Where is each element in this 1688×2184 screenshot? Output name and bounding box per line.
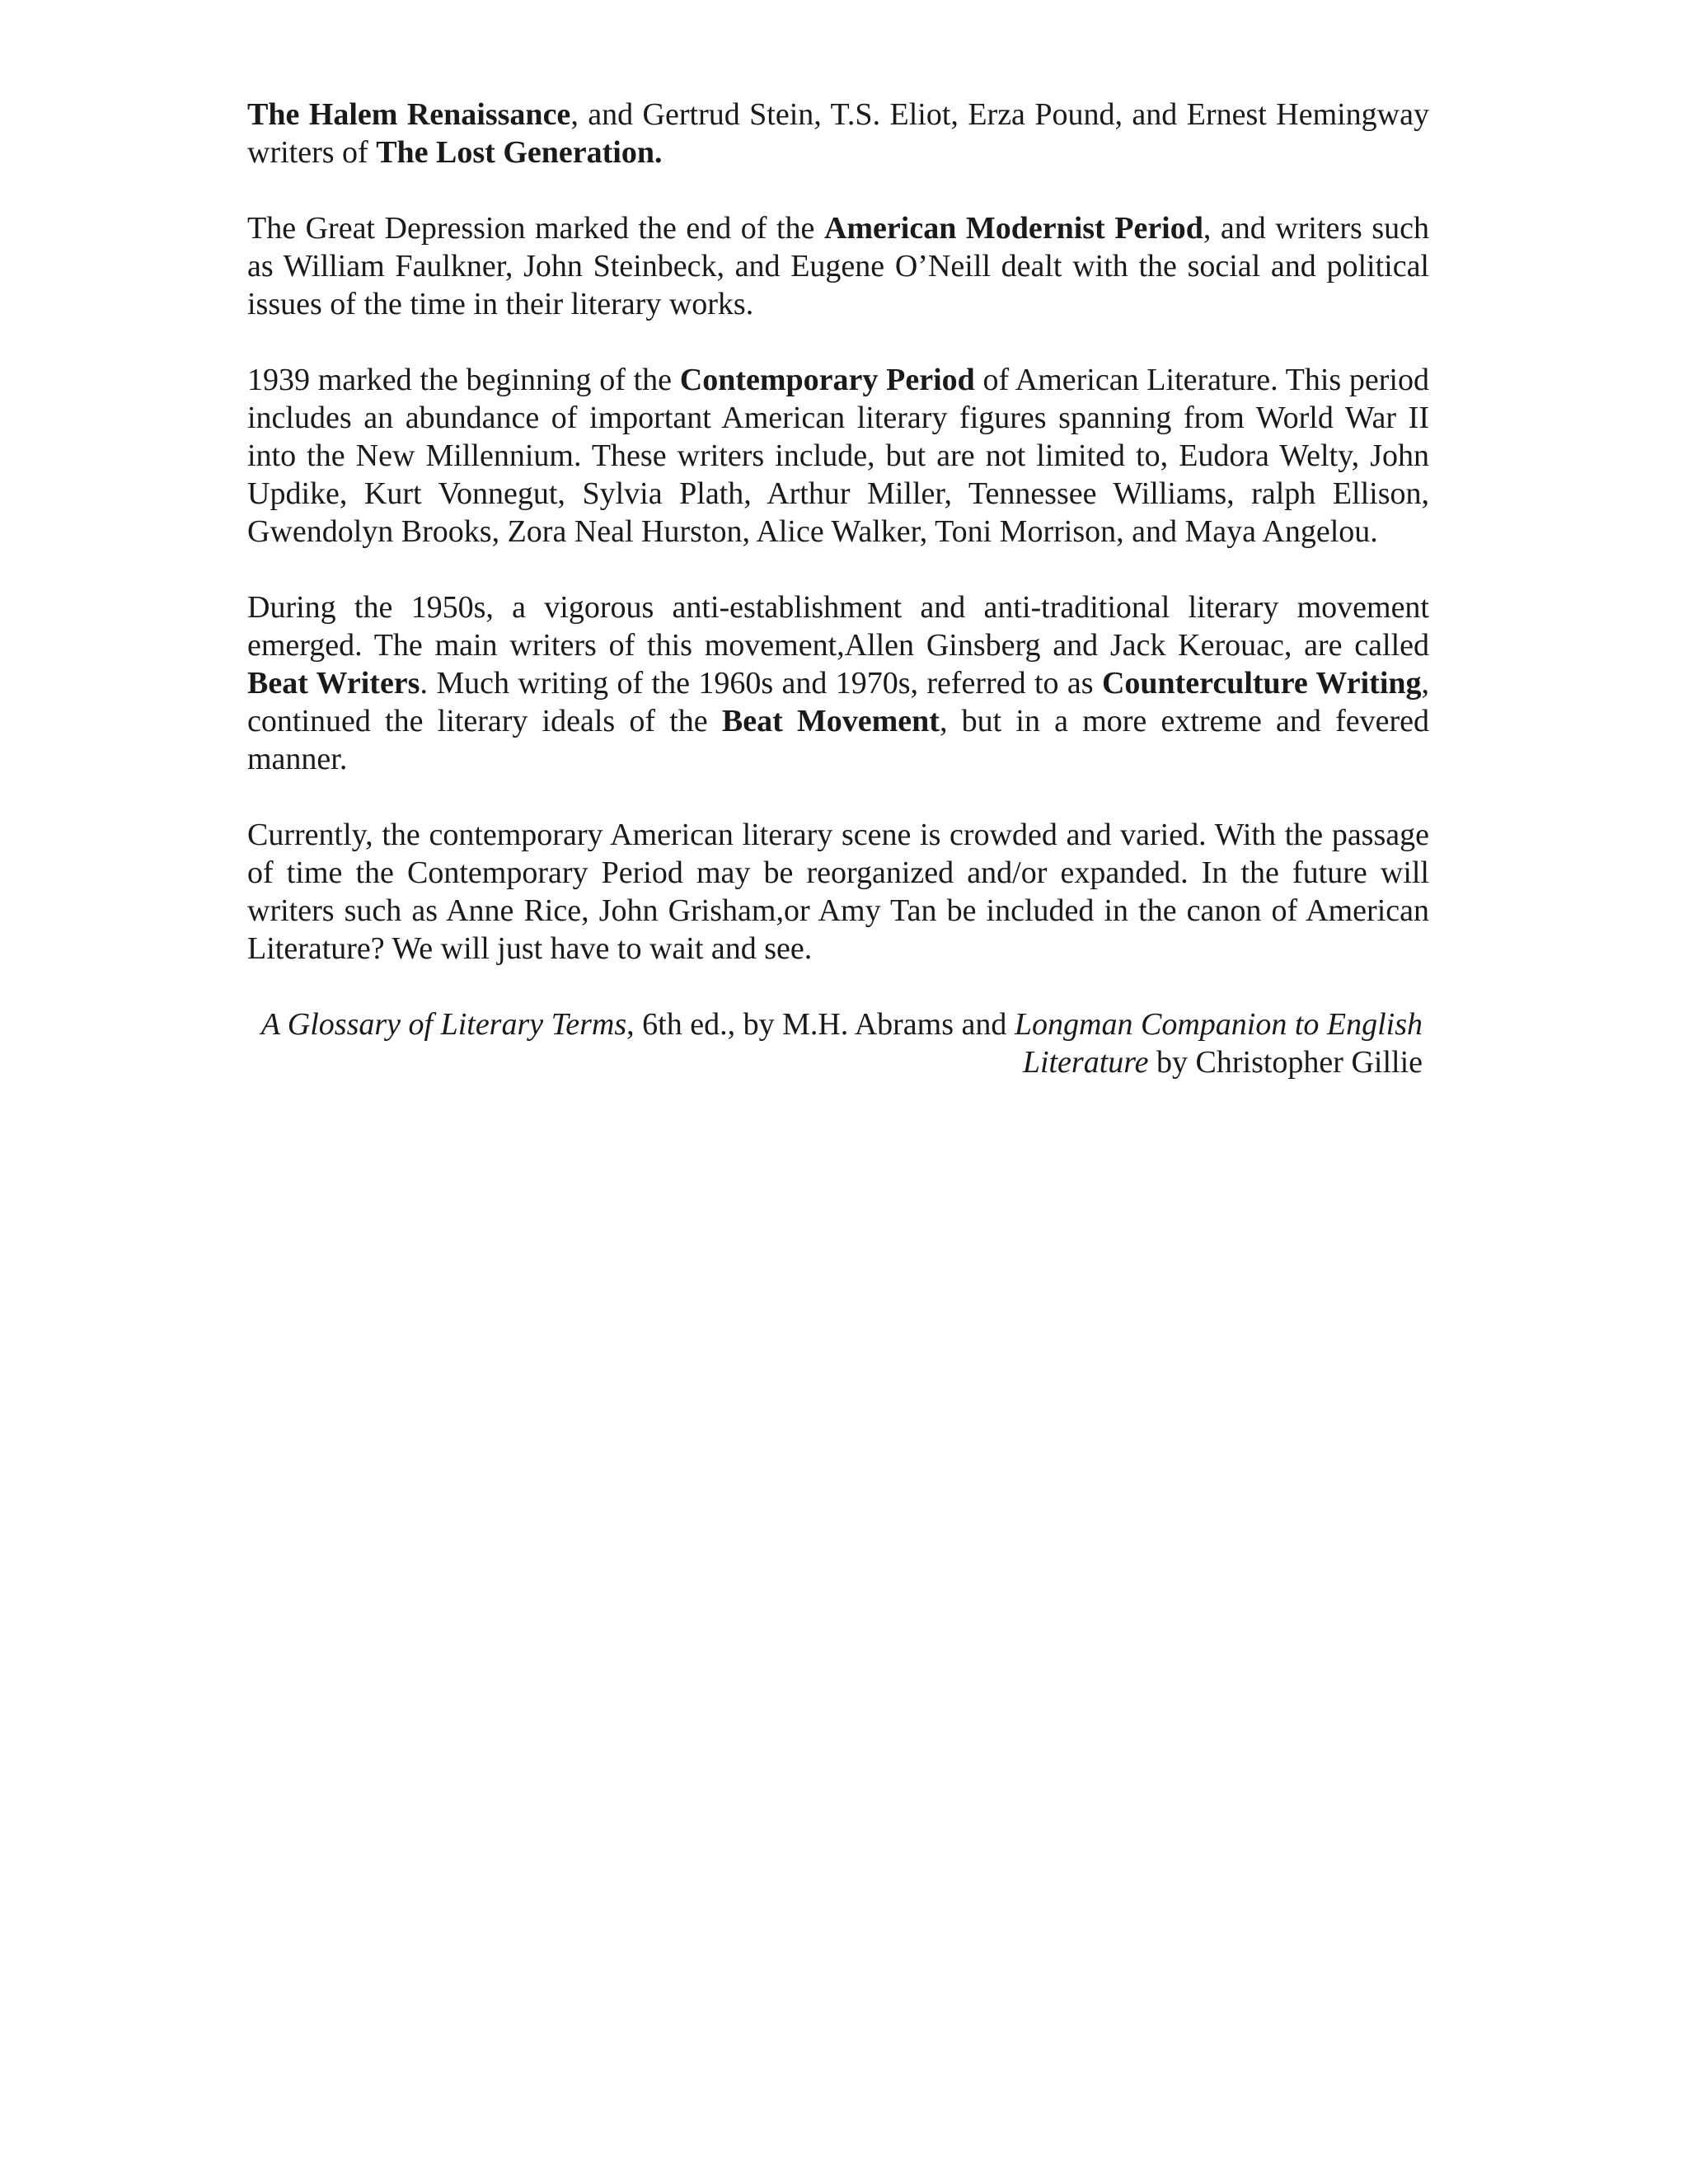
paragraph-text: , but in a more extreme and fevered manner. [247,704,1430,776]
bold-term-lost-generation: The Lost Generation. [376,135,663,170]
paragraph-text: During the 1950s, a vigorous anti-establishment and anti-traditional literary movement emerged. The main writers of this movement,Allen Ginsberg and Jack Kerouac, are called [247,590,1429,663]
bold-term-counterculture-writing: Counterculture Writing [1101,666,1422,701]
paragraph-text: of American Literature. This period includes an abundance of important American literary figures spanning from World War II into the New Millennium. These writers include, but are not limited to, Eudora Welty, John Updike, Kurt Vonnegut, Sylvia Plath, Arthur Miller, Tennessee Williams, ralph Ellison, Gwendolyn Brooks, Zora Neal Hurston, Alice Walker, Toni Morrison, and Maya Angelou. [247,363,1429,549]
paragraph-text: 1939 marked the beginning of the [247,363,680,397]
paragraph-text: . Much writing of the 1960s and 1970s, referred to as [420,666,1102,701]
paragraph-contemporary-period [247,361,1429,551]
paragraph-text: , and Gertrud Stein, T.S. Eliot, Erza Pound, and Ernest Hemingway writers of [247,97,1429,170]
bold-term-contemporary-period: Contemporary Period [679,363,975,397]
citation-title-glossary: A Glossary of Literary Terms [260,1007,627,1042]
citation-text: , 6th ed., by M.H. Abrams and [626,1007,1015,1042]
bold-term-halem-renaissance: The Halem Renaissance [247,97,571,132]
paragraph-beat-movement [247,588,1429,778]
citation-text: by Christopher Gillie [1148,1045,1423,1080]
citation [247,1005,1429,1081]
paragraph-text: , continued the literary ideals of the [247,666,1430,738]
citation-title-longman: Longman Companion to English Literature [1014,1007,1423,1080]
paragraph-lost-generation [247,96,1429,171]
paragraph-current-scene [247,816,1429,968]
paragraph-modernist-period [247,209,1429,323]
document-body [247,96,1429,1081]
paragraph-text: , and writers such as William Faulkner, John Steinbeck, and Eugene O’Neill dealt with the social and political issues of the time in their literary works. [247,211,1429,321]
bold-term-beat-movement: Beat Movement [721,704,940,738]
paragraph-text: Currently, the contemporary American literary scene is crowded and varied. With the passage of time the Contemporary Period may be reorganized and/or expanded. In the future will writers such as Anne Rice, John Grisham,or Amy Tan be included in the canon of American Literature? We will just have to wait and see. [247,818,1429,966]
bold-term-beat-writers: Beat Writers [247,666,420,701]
bold-term-american-modernist-period: American Modernist Period [823,211,1203,246]
paragraph-text: The Great Depression marked the end of the [247,211,824,246]
